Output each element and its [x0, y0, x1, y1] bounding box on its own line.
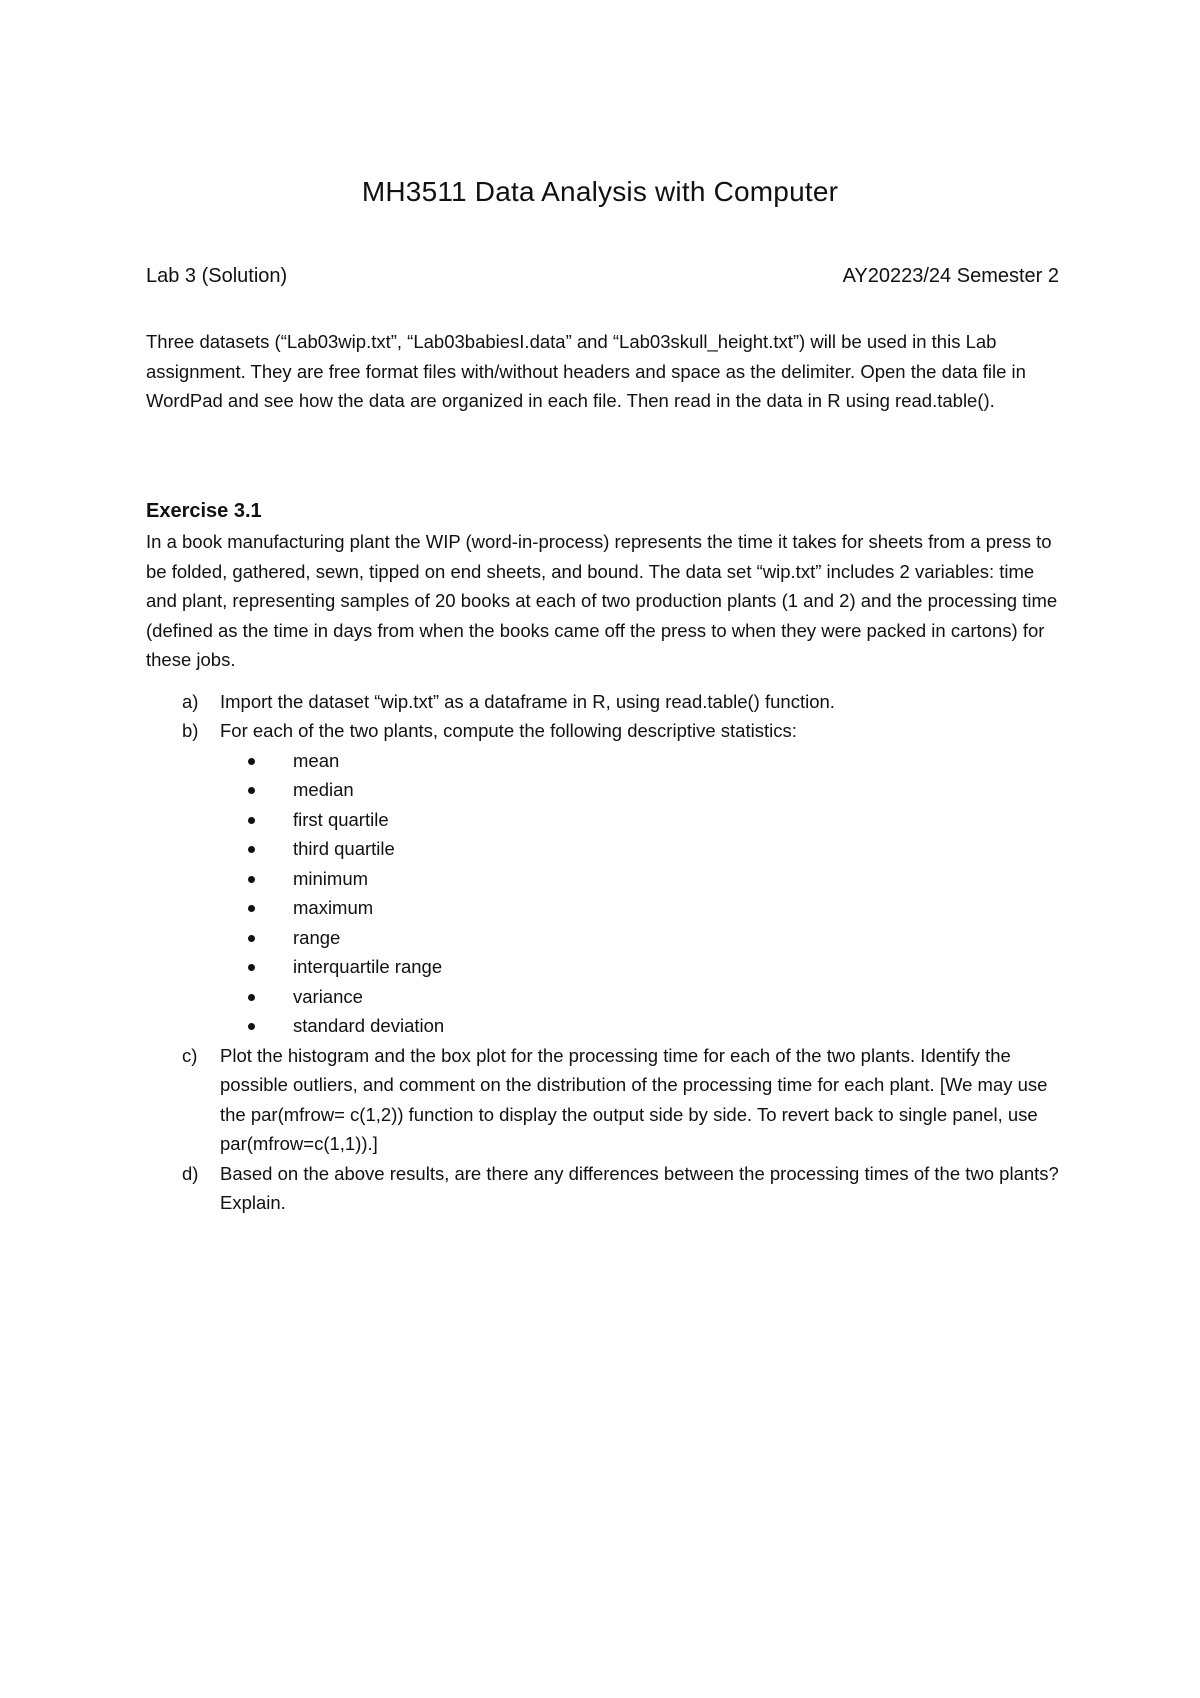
- exercise-section: [146, 496, 1066, 1218]
- part-letter: b): [182, 720, 199, 741]
- bullet-text: standard deviation: [293, 1015, 445, 1036]
- semester-label: AY20223/24 Semester 2: [842, 265, 1059, 287]
- bullet-item: [220, 923, 1066, 953]
- exercise-parts-list: [146, 687, 1066, 1218]
- bullet-text: first quartile: [293, 808, 389, 830]
- bullet-text: third quartile: [293, 838, 395, 859]
- bullet-item: [220, 952, 1066, 982]
- bullet-dot-icon: [248, 964, 255, 971]
- exercise-part-d: [146, 1159, 1066, 1218]
- bullet-text: interquartile range: [293, 956, 443, 977]
- bullet-item: [220, 864, 1066, 894]
- document-title: MH3511 Data Analysis with Computer: [361, 176, 839, 207]
- bullet-item: [220, 775, 1066, 805]
- bullet-text: minimum: [293, 867, 369, 889]
- bullet-dot-icon: [248, 846, 255, 853]
- bullet-dot-icon: [248, 787, 255, 794]
- lab-label: Lab 3 (Solution): [146, 265, 288, 287]
- bullet-dot-icon: [248, 1023, 255, 1030]
- bullet-item: [220, 834, 1066, 864]
- intro-paragraph: Three datasets (“Lab03wip.txt”, “Lab03babiesI.data” and “Lab03skull_height.txt”) will be used in this Lab assignment. They are free format files with/without headers and space as the delimiter. Open the data file in WordPad and see how the data are organized in each file. Then read in the data in R using read.table().: [146, 331, 1026, 411]
- bullet-item: [220, 893, 1066, 923]
- exercise-part-a: [146, 687, 1066, 717]
- bullet-dot-icon: [248, 876, 255, 883]
- statistics-bullet-list: [220, 746, 1066, 1041]
- bullet-item: [220, 746, 1066, 776]
- bullet-item: [220, 982, 1066, 1012]
- part-letter: c): [182, 1044, 198, 1066]
- bullet-text: variance: [293, 985, 363, 1007]
- part-text: For each of the two plants, compute the following descriptive statistics:: [220, 720, 797, 741]
- bullet-text: mean: [293, 749, 340, 771]
- part-text: Based on the above results, are there any differences between the processing times of the two plants? Explain.: [220, 1162, 1059, 1213]
- part-text: Import the dataset “wip.txt” as a dataframe in R, using read.table() function.: [220, 690, 835, 712]
- exercise-heading: Exercise 3.1: [146, 500, 262, 522]
- part-text: Plot the histogram and the box plot for the processing time for each of the two plants. Identify the possible outliers, and comment on the distribution of the processing time for each plant. [We may use the par(mfrow= c(1,2)) function to display the output side by side. To revert back to single panel, use par(mfrow=c(1,1)).]: [220, 1044, 1048, 1154]
- exercise-part-b: [146, 716, 1066, 1041]
- bullet-text: range: [293, 926, 341, 948]
- bullet-item: [220, 1011, 1066, 1041]
- bullet-text: maximum: [293, 897, 374, 918]
- exercise-description: In a book manufacturing plant the WIP (word-in-process) represents the time it takes for sheets from a press to be folded, gathered, sewn, tipped on end sheets, and bound. The data set “wip.txt” includes 2 variables: time and plant, representing samples of 20 books at each of two production plants (1 and 2) and the processing time (defined as the time in days from when the books came off the press to when they were packed in cartons) for these jobs.: [146, 531, 1058, 670]
- bullet-item: [220, 805, 1066, 835]
- bullet-dot-icon: [248, 994, 255, 1001]
- lab-meta-row: [146, 262, 1059, 290]
- bullet-text: median: [293, 779, 354, 800]
- part-letter: d): [182, 1162, 199, 1184]
- bullet-dot-icon: [248, 817, 255, 824]
- bullet-dot-icon: [248, 758, 255, 765]
- bullet-dot-icon: [248, 935, 255, 942]
- bullet-dot-icon: [248, 905, 255, 912]
- exercise-part-c: [146, 1041, 1066, 1159]
- part-letter: a): [182, 690, 199, 712]
